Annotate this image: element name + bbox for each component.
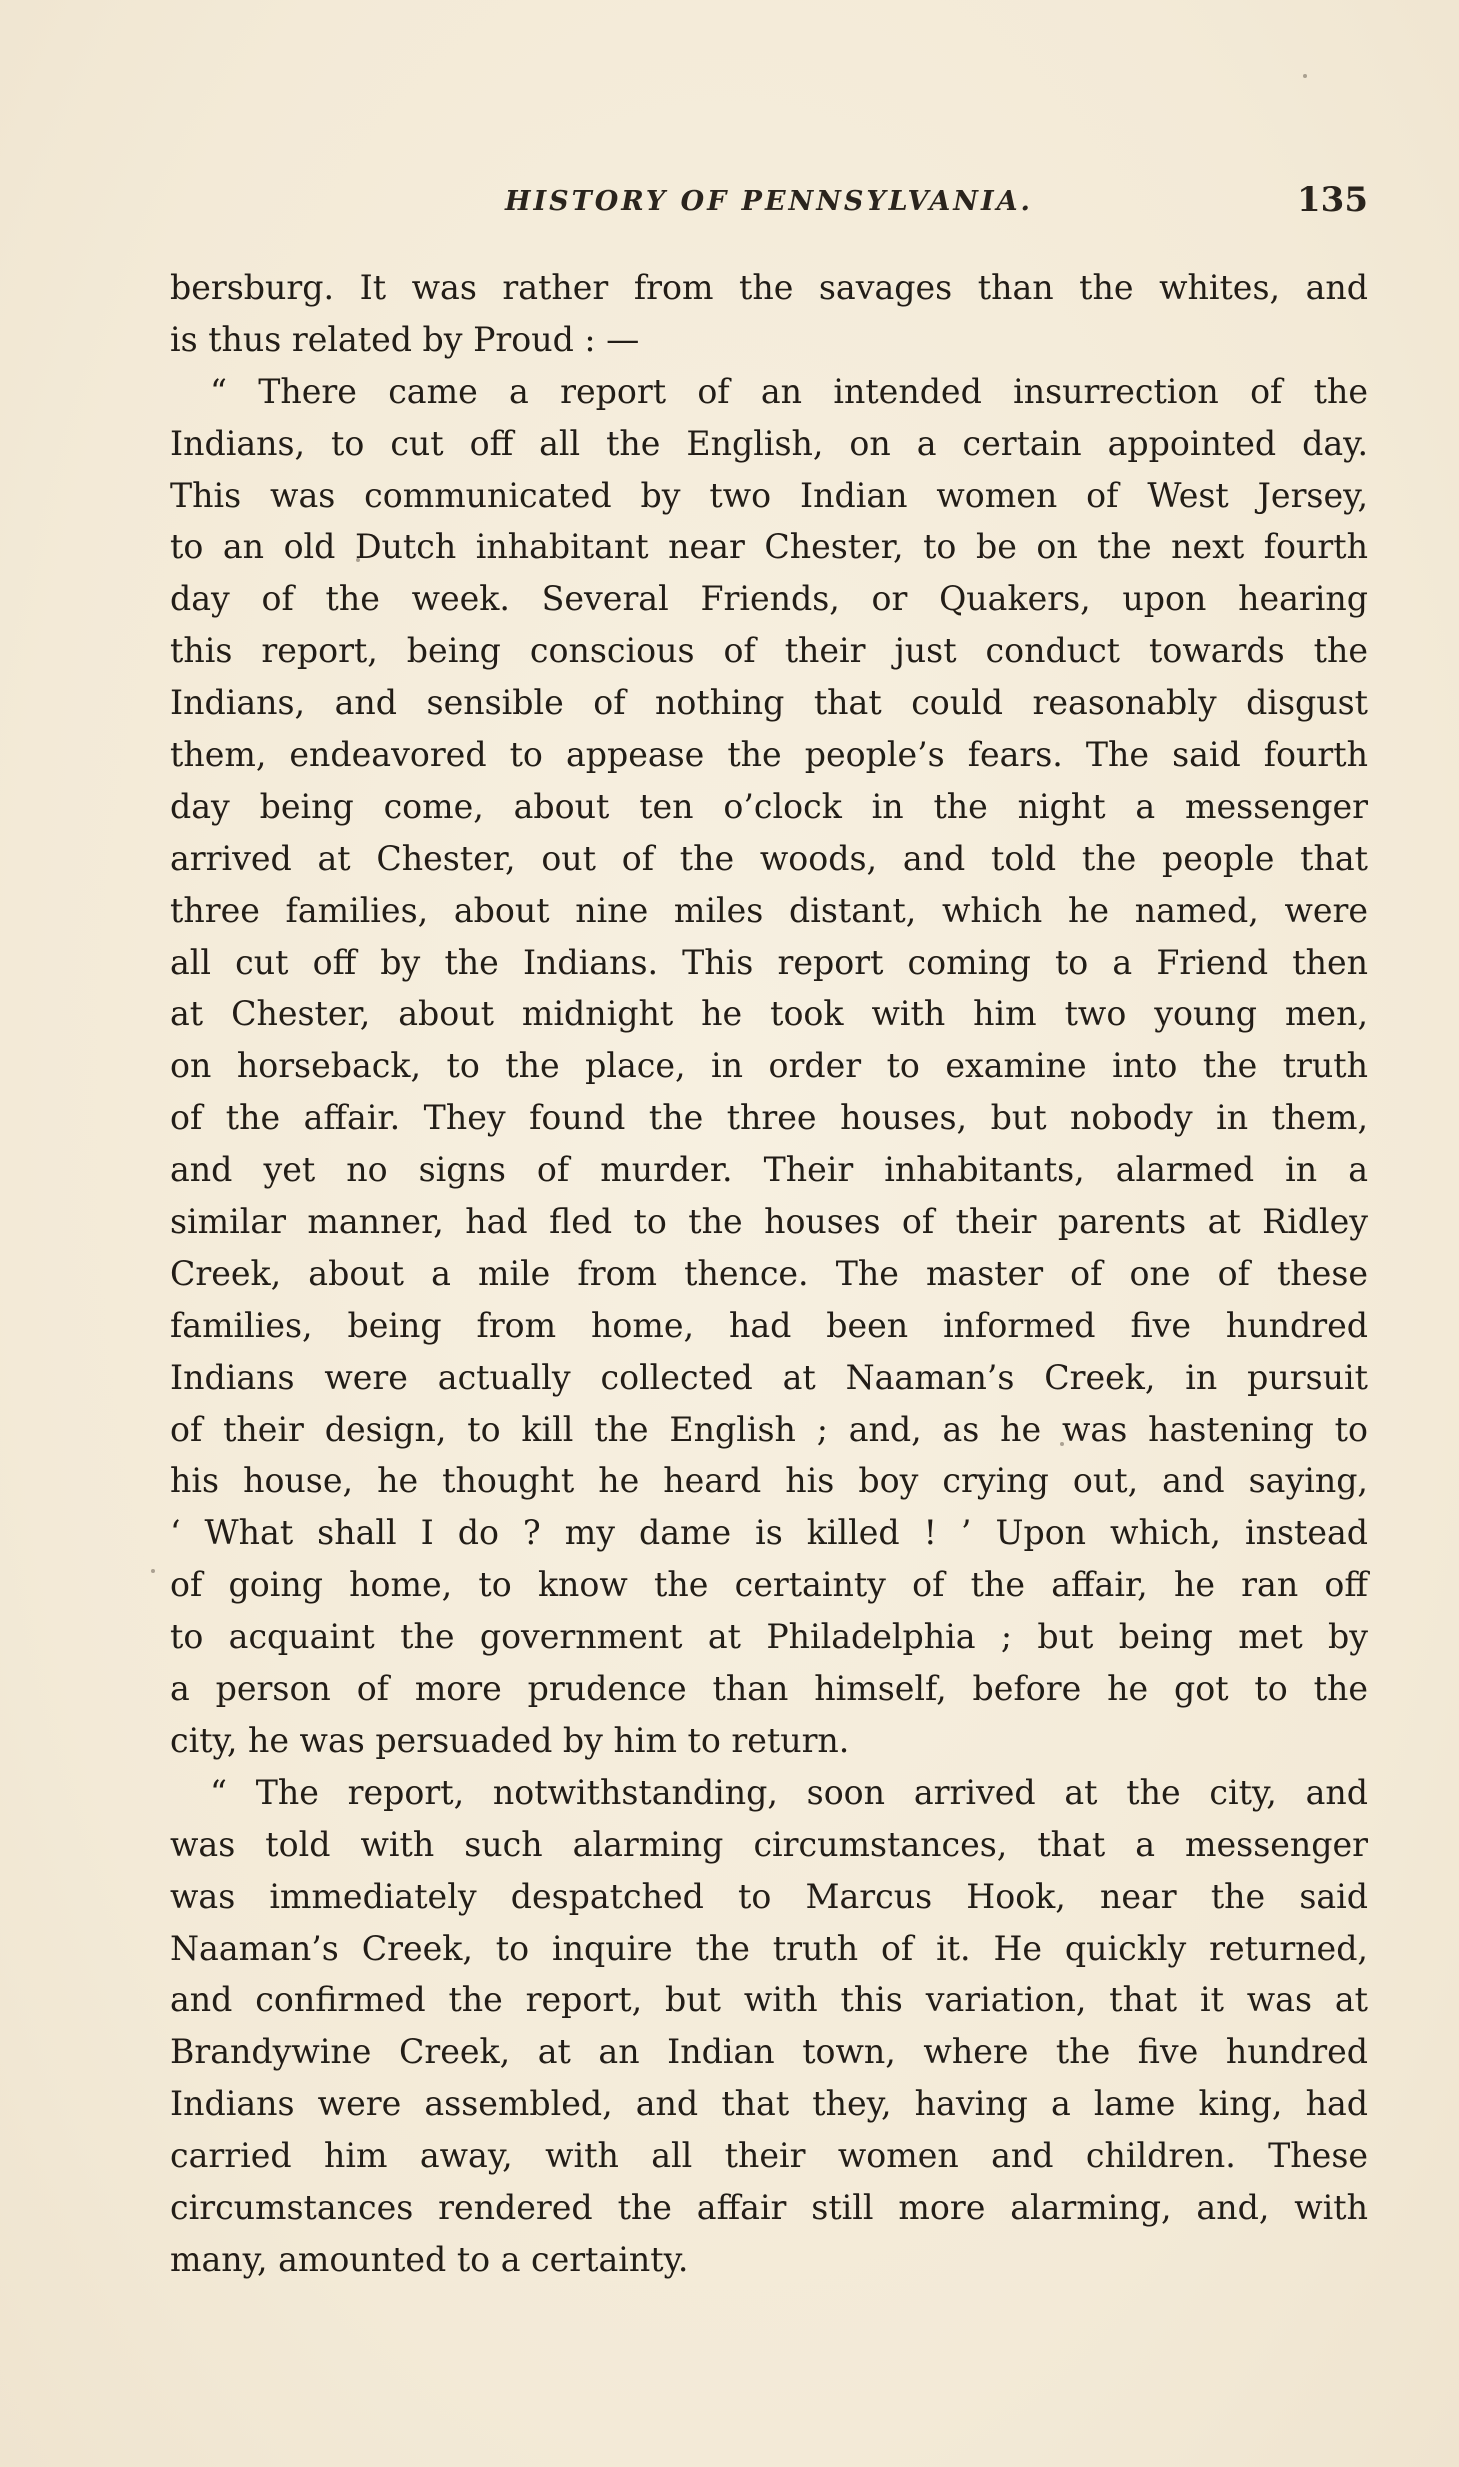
text-line: Naaman’s Creek, to inquire the truth of it. He quickly returned, (170, 1928, 1368, 1968)
text-line: Indians, and sensible of nothing that could reasonably disgust (170, 683, 1368, 723)
text-line: of going home, to know the certainty of the affair, he ran off (170, 1565, 1368, 1605)
text-line: and confirmed the report, but with this variation, that it was at (170, 1980, 1368, 2020)
text-line: “ There came a report of an intended insurrection of the (210, 371, 1368, 411)
page-number: 135 (1297, 180, 1368, 220)
text-line: arrived at Chester, out of the woods, and told the people that (170, 838, 1368, 878)
text-line: of the affair. They found the three houses, but nobody in them, (170, 1098, 1368, 1138)
text-line: circumstances rendered the affair still more alarming, and, with (170, 2187, 1368, 2227)
text-line: to an old Dutch inhabitant near Chester, to be on the next fourth (170, 527, 1368, 567)
text-line: them, endeavored to appease the people’s fears. The said fourth (170, 735, 1368, 775)
text-line: his house, he thought he heard his boy crying out, and saying, (170, 1461, 1368, 1501)
running-head: HISTORY OF PENNSYLVANIA. (505, 186, 1033, 217)
text-line: is thus related by Proud : — (170, 319, 640, 359)
text-line: was immediately despatched to Marcus Hook, near the said (170, 1876, 1368, 1916)
text-line: carried him away, with all their women and children. These (170, 2136, 1368, 2176)
body-text (170, 262, 1368, 2286)
text-line: bersburg. It was rather from the savages than the whites, and (170, 268, 1368, 307)
text-line: similar manner, had fled to the houses of their parents at Ridley (170, 1202, 1368, 1242)
text-line: on horseback, to the place, in order to examine into the truth (170, 1046, 1368, 1086)
paper-speck (1303, 74, 1307, 78)
text-line: many, amounted to a certainty. (170, 2239, 689, 2279)
text-line: a person of more prudence than himself, before he got to the (170, 1669, 1368, 1709)
text-line: at Chester, about midnight he took with him two young men, (170, 994, 1368, 1034)
text-line: Creek, about a mile from thence. The master of one of these (170, 1253, 1368, 1293)
text-line: and yet no signs of murder. Their inhabitants, alarmed in a (170, 1150, 1368, 1190)
text-line: ‘ What shall I do ? my dame is killed ! ’ Upon which, instead (170, 1513, 1368, 1553)
text-line: of their design, to kill the English ; and, as he was hastening to (170, 1409, 1368, 1449)
text-line: Indians were assembled, and that they, having a lame king, had (170, 2084, 1368, 2124)
paper-speck (151, 1569, 155, 1573)
text-line: Brandywine Creek, at an Indian town, where the five hundred (170, 2032, 1368, 2072)
text-line: day of the week. Several Friends, or Quakers, upon hearing (170, 579, 1368, 619)
text-line: city, he was persuaded by him to return. (170, 1720, 850, 1760)
text-line: three families, about nine miles distant, which he named, were (170, 890, 1368, 930)
text-line: families, being from home, had been informed five hundred (170, 1305, 1368, 1345)
text-line: to acquaint the government at Philadelphia ; but being met by (170, 1617, 1368, 1657)
text-line: Indians, to cut off all the English, on a certain appointed day. (170, 423, 1368, 463)
text-line: This was communicated by two Indian women of West Jersey, (170, 475, 1368, 515)
text-line: was told with such alarming circumstances, that a messenger (170, 1824, 1368, 1864)
text-line: “ The report, notwithstanding, soon arrived at the city, and (210, 1772, 1368, 1812)
text-line: Indians were actually collected at Naaman’s Creek, in pursuit (170, 1357, 1368, 1397)
text-line: all cut off by the Indians. This report coming to a Friend then (170, 942, 1368, 982)
text-line: this report, being conscious of their just conduct towards the (170, 631, 1368, 671)
text-line: day being come, about ten o’clock in the night a messenger (170, 786, 1368, 826)
page-header (170, 178, 1368, 234)
